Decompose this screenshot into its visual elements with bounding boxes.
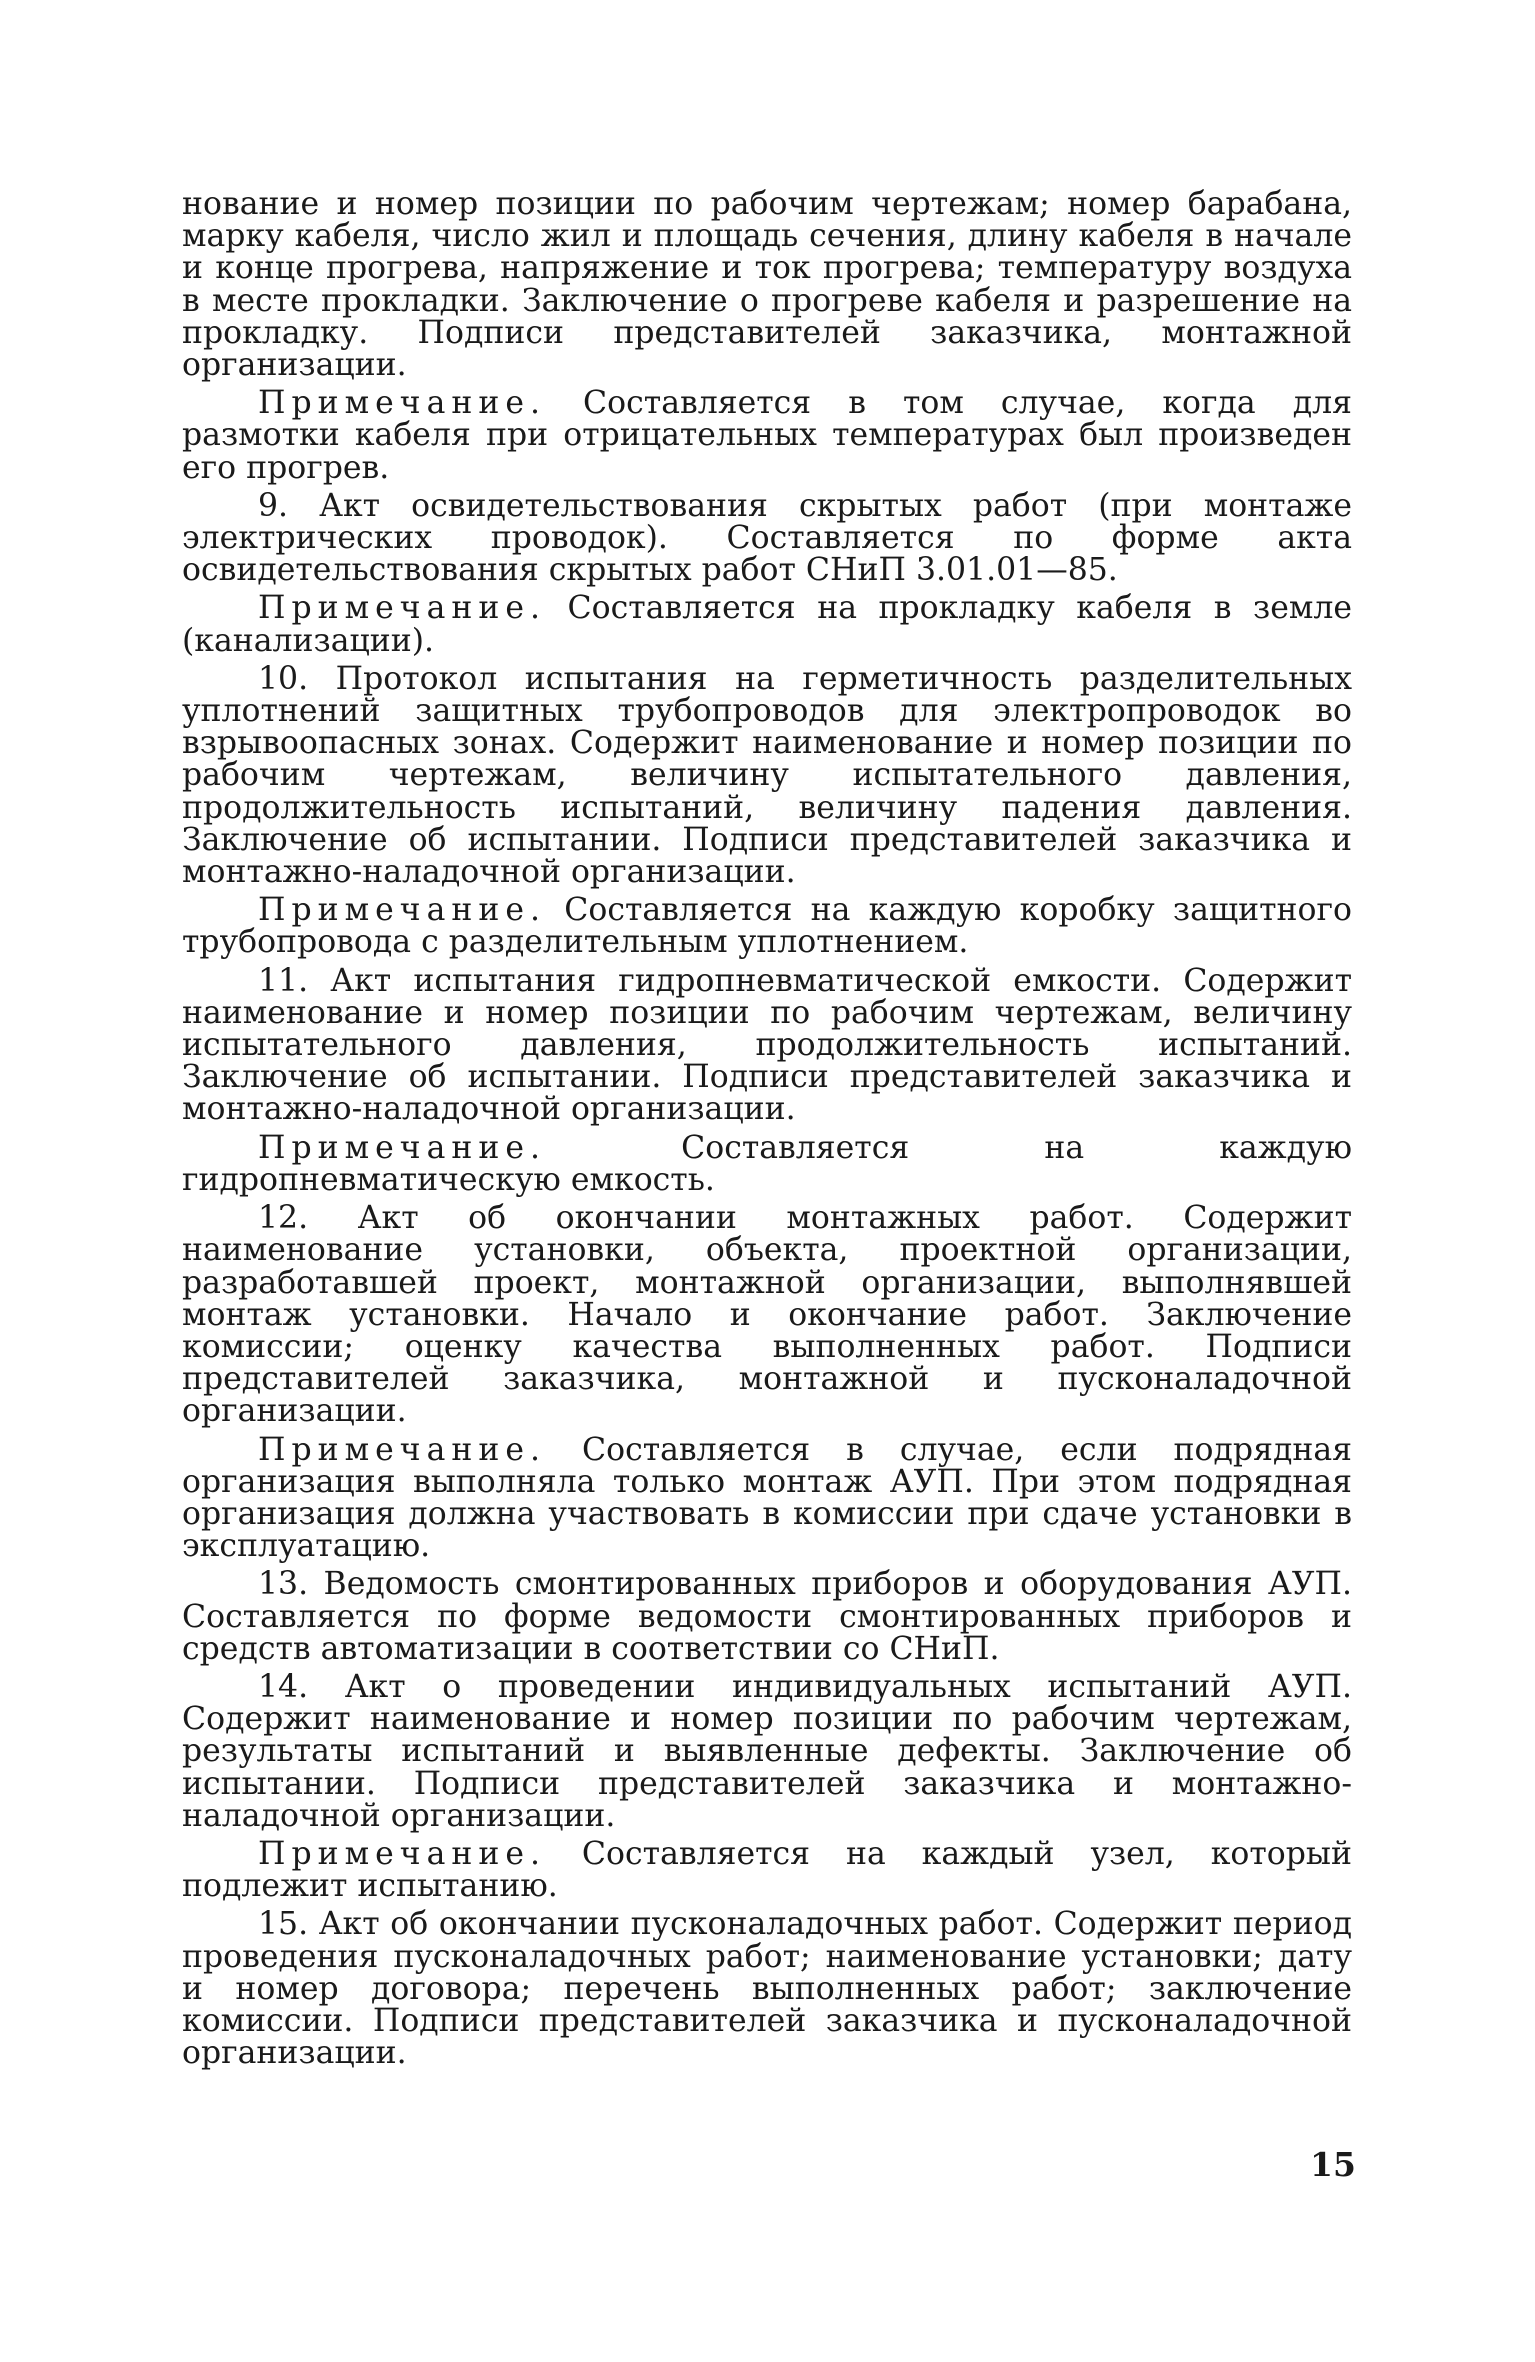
document-page bbox=[182, 186, 1352, 2072]
note-word: Примечание. bbox=[258, 590, 547, 627]
paragraph-text: 9. Акт освидетельствования скрытых работ (при монтаже электрических проводок). Составляется по форме акта освидетельствования скрытых работ СНиП 3.01.01—85. bbox=[182, 487, 1352, 589]
paragraph-text: Составляется в случае, если подрядная организация выполняла только монтаж АУП. При этом подрядная организация должна участвовать в комиссии при сдаче установки в эксплуатацию. bbox=[182, 1431, 1352, 1565]
paragraph-text: Составляется на каждую коробку защитного трубопровода с разделительным уплотнением. bbox=[182, 892, 1352, 961]
item-9-hidden-works-act bbox=[182, 487, 1352, 589]
note-word: Примечание. bbox=[258, 1835, 547, 1872]
paragraph-text: 12. Акт об окончании монтажных работ. Содержит наименование установки, объекта, проектной организации, разработавшей проект, монтажной организации, выполнявшей монтаж установки. Начало и окончание работ. Заключение комиссии; оценку качества выполненных работ. Подписи представителей заказчика, монтажной и пусконаладочной организации. bbox=[182, 1200, 1352, 1430]
item-11-vessel-test-act bbox=[182, 962, 1352, 1128]
note-item-12 bbox=[182, 1431, 1352, 1565]
item-10-tightness-protocol bbox=[182, 660, 1352, 891]
item-13-equipment-list bbox=[182, 1568, 1352, 1665]
paragraph-text: Составляется на прокладку кабеля в земле (канализации). bbox=[182, 590, 1352, 659]
note-word: Примечание. bbox=[258, 385, 547, 422]
paragraph-text: нование и номер позиции по рабочим чертежам; номер барабана, марку кабеля, число жил и площадь сечения, длину кабеля в начале и конце прогрева, напряжение и ток прогрева; температуру воздуха в месте прокладки. Заключение о прогреве кабеля и разрешение на прокладку. Подписи представителей заказчика, монтажной организации. bbox=[182, 186, 1352, 384]
paragraph-cable-heating-continuation bbox=[182, 186, 1352, 384]
item-12-installation-completion-act bbox=[182, 1200, 1352, 1430]
item-14-individual-tests-act bbox=[182, 1668, 1352, 1834]
note-word: Примечание. bbox=[258, 1431, 547, 1468]
paragraph-text: Составляется на каждый узел, который подлежит испытанию. bbox=[182, 1835, 1352, 1905]
note-cable-heating bbox=[182, 387, 1352, 484]
item-15-commissioning-completion-act bbox=[182, 1906, 1352, 2072]
paragraph-text: Составляется на каждую гидропневматическую емкость. bbox=[182, 1129, 1352, 1198]
paragraph-text: 14. Акт о проведении индивидуальных испытаний АУП. Содержит наименование и номер позиции по рабочим чертежам, результаты испытаний и выявленные дефекты. Заключение об испытании. Подписи представителей заказчика и монтажно-наладочной организации. bbox=[182, 1668, 1352, 1834]
paragraph-text: 15. Акт об окончании пусконаладочных работ. Содержит период проведения пусконаладочных работ; наименование установки; дату и номер договора; перечень выполненных работ; заключение комиссии. Подписи представителей заказчика и пусконаладочной организации. bbox=[182, 1906, 1352, 2072]
paragraph-text: 11. Акт испытания гидропневматической емкости. Содержит наименование и номер позиции по рабочим чертежам, величину испытательного давления, продолжительность испытаний. Заключение об испытании. Подписи представителей заказчика и монтажно-наладочной организации. bbox=[182, 962, 1352, 1128]
paragraph-text: 10. Протокол испытания на герметичность разделительных уплотнений защитных трубопроводов для электропроводок во взрывоопасных зонах. Содержит наименование и номер позиции по рабочим чертежам, величину испытательного давления, продолжительность испытаний, величину падения давления. Заключение об испытании. Подписи представителей заказчика и монтажно-наладочной организации. bbox=[182, 660, 1352, 891]
note-item-9 bbox=[182, 590, 1352, 659]
page-number: 15 bbox=[1310, 2145, 1356, 2184]
note-item-14 bbox=[182, 1835, 1352, 1905]
note-word: Примечание. bbox=[258, 892, 547, 929]
note-word: Примечание. bbox=[258, 1129, 547, 1166]
note-item-10 bbox=[182, 892, 1352, 961]
paragraph-text: 13. Ведомость смонтированных приборов и оборудования АУП. Составляется по форме ведомости смонтированных приборов и средств автоматизации в соответствии со СНиП. bbox=[182, 1566, 1352, 1667]
note-item-11 bbox=[182, 1129, 1352, 1198]
paragraph-text: Составляется в том случае, когда для размотки кабеля при отрицательных температурах был произведен его прогрев. bbox=[182, 385, 1352, 486]
